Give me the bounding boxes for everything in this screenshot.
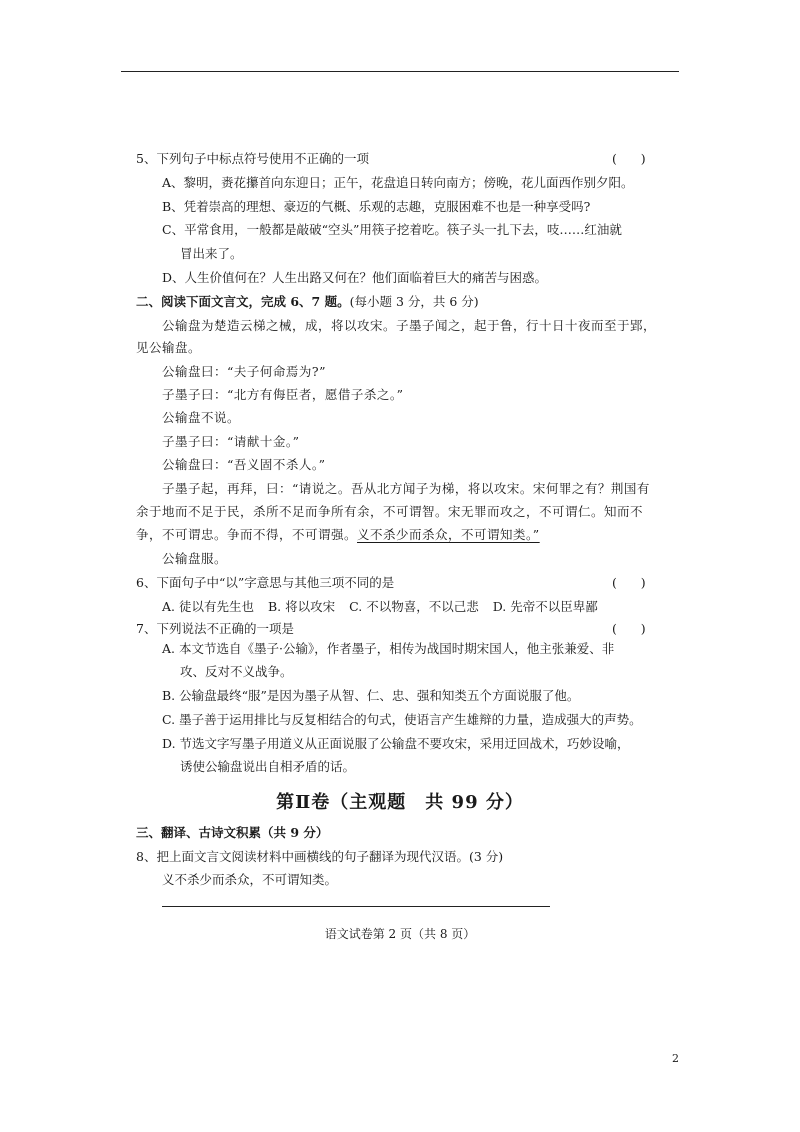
section2-score-note: (每小题 3 分，共 6 分) bbox=[349, 294, 479, 309]
dialogue-line-3: 公输盘不说。 bbox=[162, 410, 241, 425]
dialogue-line-1: 公输盘曰：“夫子何命焉为?” bbox=[162, 364, 326, 379]
q5-option-d: D、人生价值何在？人生出路又何在？他们面临着巨大的痛苦与困惑。 bbox=[162, 270, 548, 285]
q8-stem: 8、把上面文言文阅读材料中画横线的句子翻译为现代汉语。(3 分) bbox=[136, 849, 504, 864]
q6-options bbox=[162, 599, 612, 615]
q7-option-d-line2: 诱使公输盘说出自相矛盾的话。 bbox=[180, 759, 356, 774]
q5-option-b: B、凭着崇高的理想、豪迈的气概、乐观的志趣，克服困难不也是一种享受吗? bbox=[162, 199, 591, 214]
passage-line-6: 公输盘服。 bbox=[162, 551, 228, 566]
q7-stem: 7、下列说法不正确的一项是 bbox=[136, 621, 294, 636]
passage-line-5-text: 争，不可谓忠。争而不得，不可谓强。 bbox=[136, 527, 358, 542]
passage-line-1: 公输盘为楚造云梯之械，成，将以攻宋。子墨子闻之，起于鲁，行十日十夜而至于郢， bbox=[162, 318, 657, 333]
dialogue-line-4: 子墨子曰：“请献十金。” bbox=[162, 434, 300, 449]
q6-option-d: D. 先帝不以臣卑鄙 bbox=[492, 599, 598, 614]
q7-answer-bracket: ( ) bbox=[612, 621, 646, 636]
q7-option-d-line1: D. 节选文字写墨子用道义从正面说服了公输盘不要攻宋，采用迂回战术，巧妙设喻， bbox=[162, 736, 630, 751]
q5-option-c-line1: C、平常食用，一般都是敲破“空头”用筷子挖着吃。筷子头一扎下去，吱……红油就 bbox=[162, 222, 622, 237]
section2-title: 二、阅读下面文言文，完成 6、7 题。 bbox=[136, 294, 350, 309]
q6-option-a: A. 徒以有先生也 bbox=[162, 599, 254, 614]
underlined-sentence: 义不杀少而杀众，不可谓知类。” bbox=[357, 527, 540, 542]
passage-line-5 bbox=[136, 527, 540, 543]
section3-heading: 三、翻译、古诗文积累（共 9 分） bbox=[136, 825, 329, 840]
page-footer: 语文试卷第 2 页（共 8 页） bbox=[324, 927, 476, 941]
q6-option-b: B. 将以攻宋 bbox=[267, 599, 336, 614]
passage-line-4: 余于地而不足于民，杀所不足而争所有余，不可谓智。宋无罪而攻之，不可谓仁。知而不 bbox=[136, 504, 644, 519]
q7-option-a-line1: A. 本文节选自《墨子·公输》，作者墨子，相传为战国时期宋国人，他主张兼爱、非 bbox=[162, 641, 615, 656]
q5-stem: 5、下列句子中标点符号使用不正确的一项 bbox=[136, 151, 369, 166]
q7-option-a-line2: 攻、反对不义战争。 bbox=[180, 664, 293, 679]
q7-option-b: B. 公输盘最终“服”是因为墨子从智、仁、忠、强和知类五个方面说服了他。 bbox=[162, 688, 580, 703]
q6-stem: 6、下面句子中“以”字意思与其他三项不同的是 bbox=[136, 575, 395, 590]
top-rule bbox=[121, 71, 679, 72]
page-number: 2 bbox=[672, 1052, 679, 1065]
q6-option-c: C. 不以物喜，不以己悲 bbox=[349, 599, 479, 614]
dialogue-line-2: 子墨子曰：“北方有侮臣者，愿借子杀之。” bbox=[162, 387, 404, 402]
q7-option-c: C. 墨子善于运用排比与反复相结合的句式，使语言产生雄辩的力量，造成强大的声势。 bbox=[162, 712, 642, 727]
passage-line-2: 见公输盘。 bbox=[136, 340, 202, 355]
passage-line-3: 子墨子起，再拜，曰：“请说之。吾从北方闻子为梯，将以攻宋。宋何罪之有？荆国有 bbox=[162, 481, 650, 496]
q5-option-c-line2: 冒出来了。 bbox=[180, 246, 243, 261]
q5-option-a: A、黎明，赉花攥首向东迎日；正午，花盘追日转向南方；傍晚，花儿面西作别夕阳。 bbox=[162, 175, 634, 190]
dialogue-line-5: 公输盘曰：“吾义固不杀人。” bbox=[162, 457, 326, 472]
answer-line[interactable] bbox=[162, 906, 550, 907]
q5-answer-bracket: ( ) bbox=[612, 151, 646, 166]
section2-heading bbox=[136, 294, 479, 310]
part2-title: 第Ⅱ卷（主观题 共 99 分） bbox=[276, 792, 524, 813]
q8-sentence: 义不杀少而杀众，不可谓知类。 bbox=[162, 872, 338, 887]
q6-answer-bracket: ( ) bbox=[612, 575, 646, 590]
